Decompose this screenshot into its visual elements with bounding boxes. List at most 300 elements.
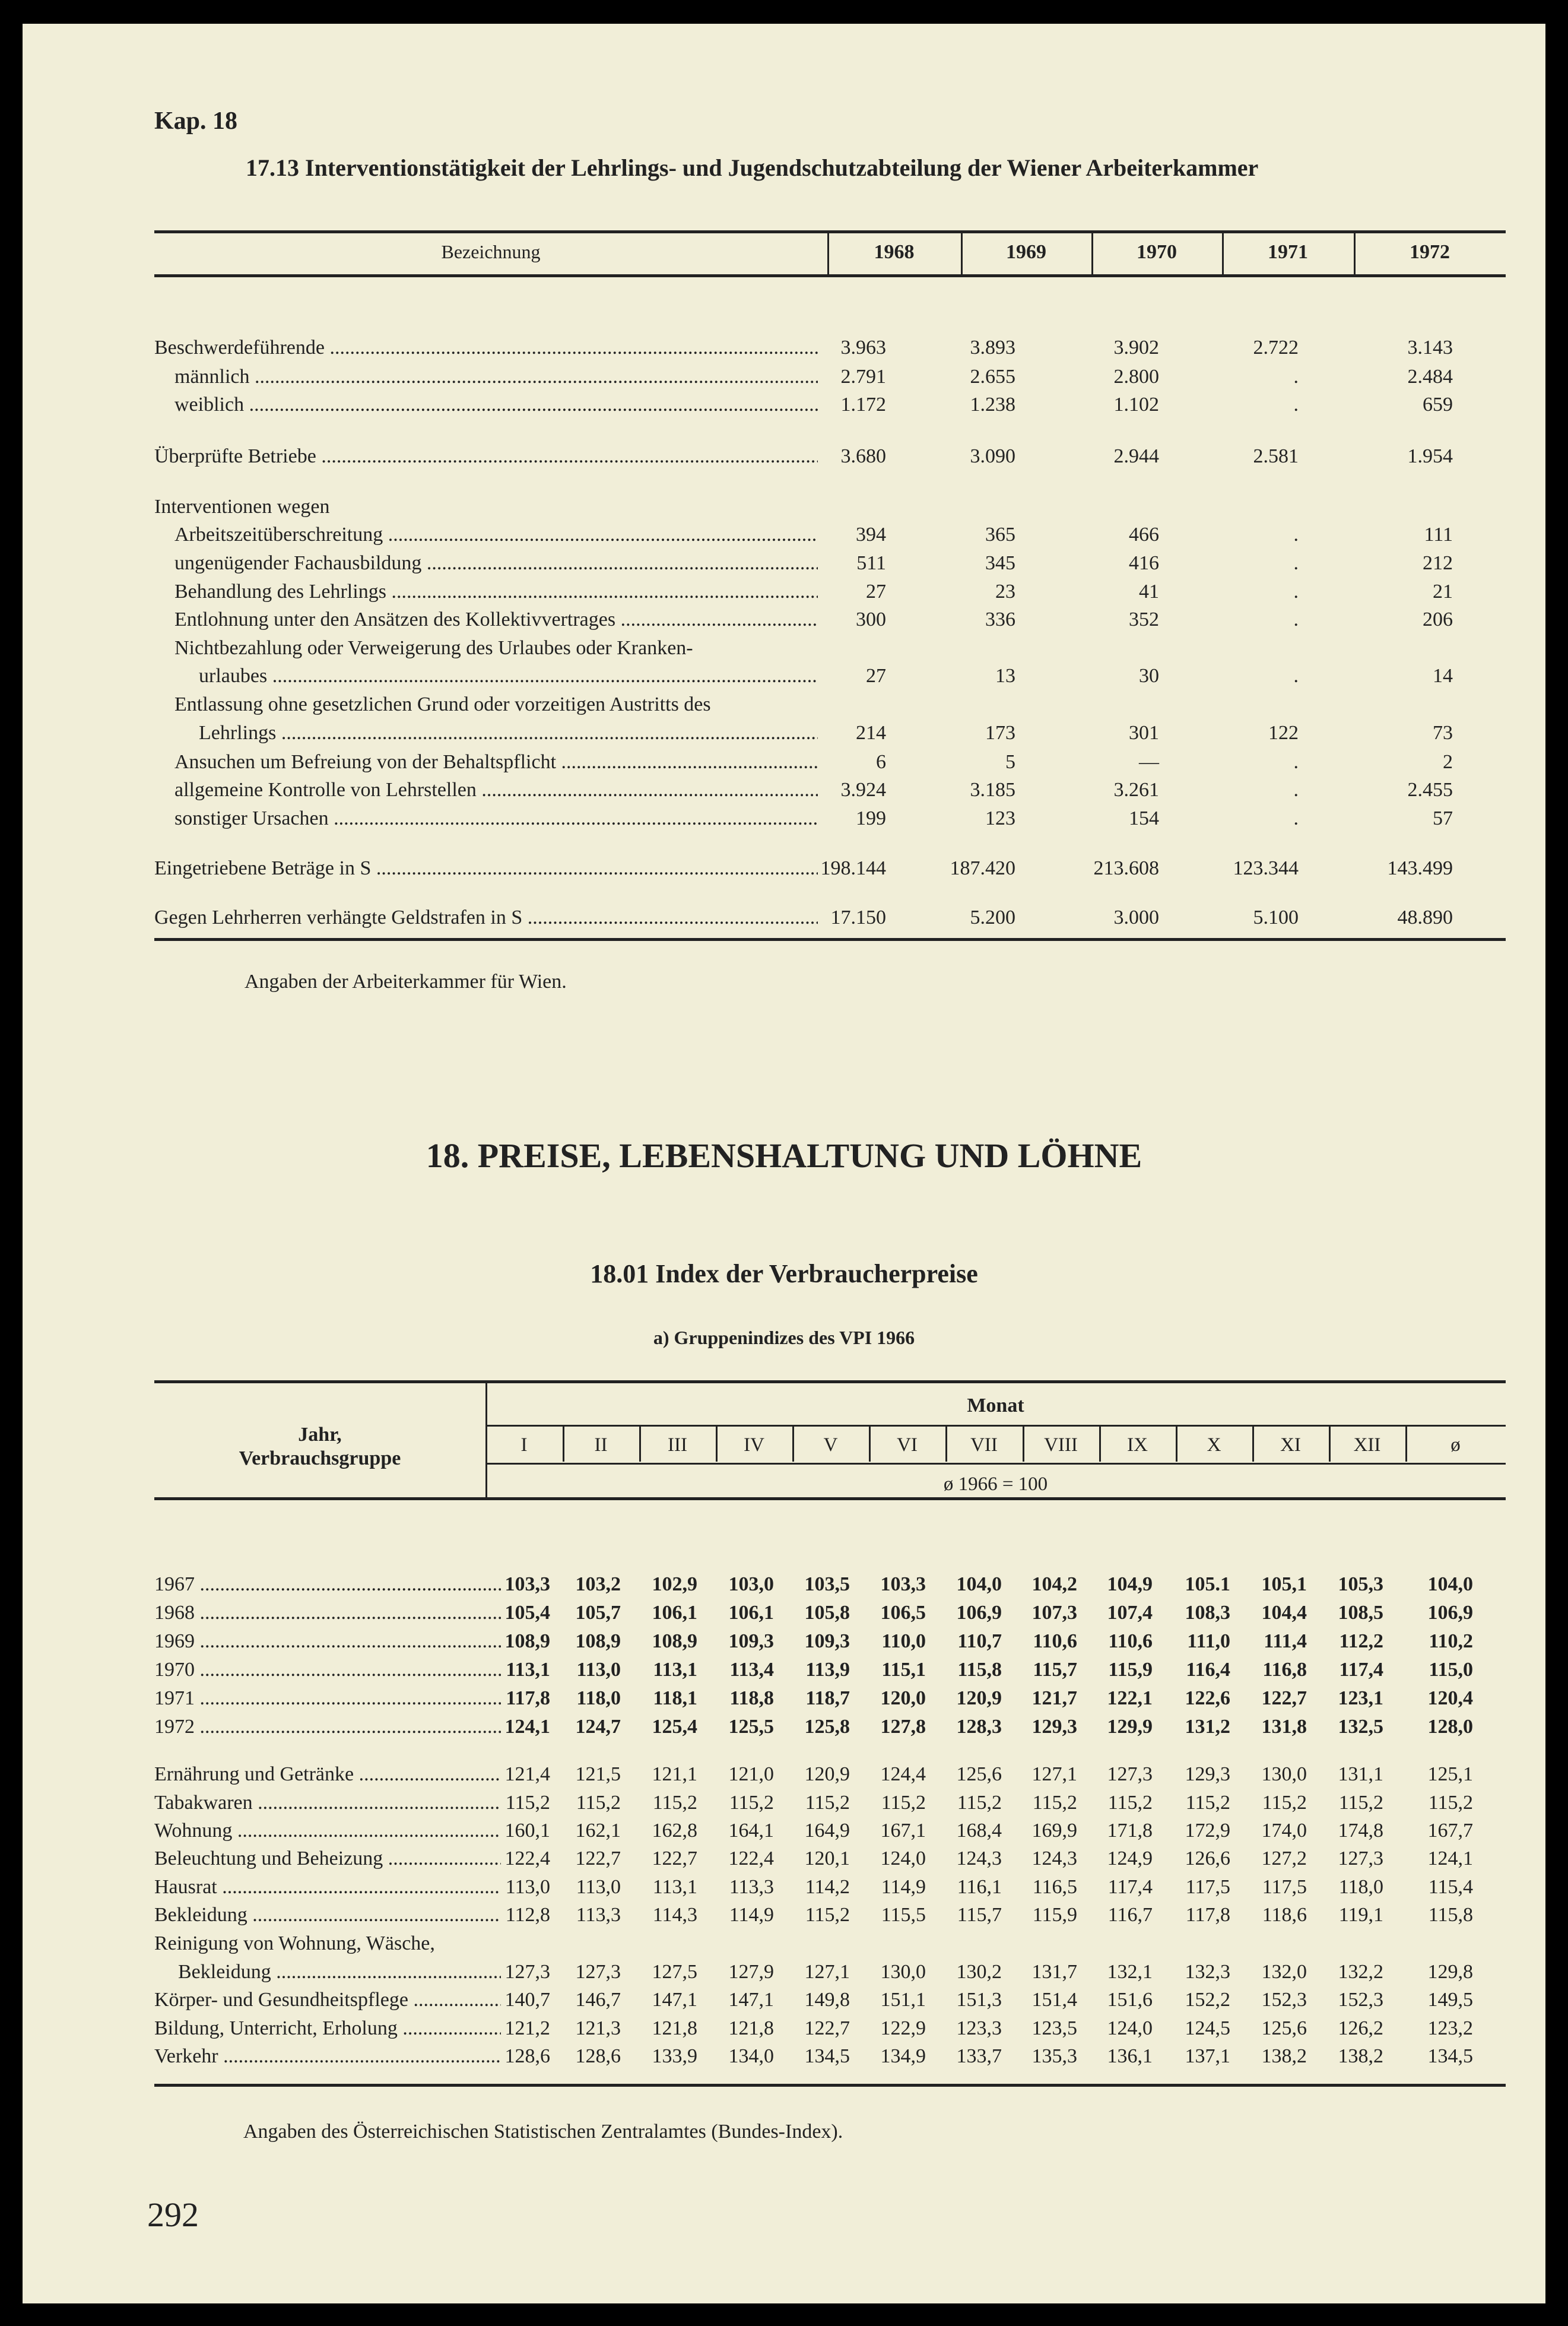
table-cell: 160,1 — [504, 1820, 550, 1842]
row-label: Ansuchen um Befreiung von der Behaltspflicht ..... — [174, 751, 818, 774]
month-header: VIII — [1044, 1434, 1078, 1456]
table-cell: 214 — [856, 722, 886, 744]
row-label: Wohnung ..... — [154, 1820, 501, 1842]
table-cell: 106,9 — [1427, 1602, 1473, 1624]
table-cell: 127,5 — [652, 1961, 697, 1983]
table-cell: 103,5 — [804, 1573, 850, 1595]
table-cell: 198.144 — [820, 857, 886, 879]
table-cell: 128,3 — [956, 1716, 1002, 1738]
row-label: urlaubes ..... — [199, 665, 818, 687]
table-cell: 114,9 — [881, 1876, 926, 1898]
column-divider — [1176, 1426, 1177, 1462]
table-cell: 106,9 — [956, 1602, 1002, 1624]
table-cell: 127,1 — [1031, 1763, 1077, 1785]
table-cell: 124,7 — [575, 1716, 621, 1738]
table-cell: 5 — [1005, 751, 1015, 773]
table-cell: 124,1 — [1427, 1848, 1473, 1869]
table-cell: 103,3 — [504, 1573, 550, 1595]
table-cell: 169,9 — [1031, 1820, 1077, 1842]
table-cell: 104,9 — [1107, 1573, 1153, 1595]
month-header: IV — [744, 1434, 764, 1456]
table-cell: 122,7 — [575, 1848, 621, 1869]
table-cell: 138,2 — [1261, 2045, 1307, 2067]
table-cell: 146,7 — [575, 1989, 621, 2011]
row-label: Entlassung ohne gesetzlichen Grund oder vorzeitigen Austritts des — [174, 693, 711, 715]
table-cell: 2.581 — [1253, 445, 1299, 467]
table-cell: 113,0 — [576, 1659, 621, 1681]
table-17-13-title: 17.13 Interventionstätigkeit der Lehrlings- und Jugendschutzabteilung der Wiener Arbeiterkammer — [246, 154, 1259, 181]
table-cell: 115,1 — [881, 1659, 926, 1681]
table-cell: 129,9 — [1107, 1716, 1153, 1738]
table-cell: 152,3 — [1261, 1989, 1307, 2011]
table-cell: 132,2 — [1338, 1961, 1383, 1983]
table-cell: 3.902 — [1113, 337, 1159, 359]
table-cell: 151,6 — [1107, 1989, 1153, 2011]
table-cell: 122,7 — [804, 2017, 850, 2039]
table-cell: 3.090 — [970, 445, 1015, 467]
row-label: weiblich ..... — [174, 394, 818, 416]
table-cell: 140,7 — [504, 1989, 550, 2011]
table-17-13-source: Angaben der Arbeiterkammer für Wien. — [245, 971, 567, 993]
table-cell: 127,3 — [1338, 1848, 1383, 1869]
table-cell: 123.344 — [1233, 857, 1299, 879]
table-cell: 206 — [1423, 609, 1453, 630]
table-cell: 103,3 — [880, 1573, 926, 1595]
table-cell: 147,1 — [652, 1989, 697, 2011]
row-label: Überprüfte Betriebe ..... — [154, 445, 818, 468]
table-cell: 105.1 — [1185, 1573, 1230, 1595]
table-cell: . — [1293, 609, 1299, 630]
table-cell: 199 — [856, 807, 886, 829]
table-cell: 345 — [985, 552, 1015, 574]
row-label: 1970 ..... — [154, 1659, 501, 1681]
row-label: Hausrat ..... — [154, 1876, 501, 1899]
table-cell: 123,3 — [956, 2017, 1002, 2039]
table-cell: 130,0 — [1261, 1763, 1307, 1785]
table-cell: 27 — [866, 581, 886, 603]
table-cell: 115,8 — [957, 1659, 1002, 1681]
table-cell: 113,3 — [576, 1904, 621, 1926]
table-cell: 127,3 — [504, 1961, 550, 1983]
table-cell: 117,4 — [1107, 1876, 1153, 1898]
table-cell: 121,4 — [504, 1763, 550, 1785]
table-cell: 121,2 — [504, 2017, 550, 2039]
table-cell: 115,2 — [505, 1792, 550, 1814]
row-label: 1967 ..... — [154, 1573, 501, 1596]
table-cell: 162,8 — [652, 1820, 697, 1842]
month-header: X — [1207, 1434, 1221, 1456]
table-cell: 115,2 — [805, 1792, 850, 1814]
table-cell: 352 — [1129, 609, 1159, 630]
year-header: 1972 — [1410, 241, 1450, 263]
column-divider — [869, 1426, 871, 1462]
table-cell: 164,1 — [728, 1820, 774, 1842]
table-cell: 110,0 — [881, 1630, 926, 1652]
table-cell: 2.455 — [1407, 779, 1453, 801]
table-cell: 113,0 — [576, 1876, 621, 1898]
table-cell: 1.238 — [970, 394, 1015, 416]
table-cell: 120,9 — [804, 1763, 850, 1785]
table-cell: 136,1 — [1107, 2045, 1153, 2067]
table-cell: 114,2 — [805, 1876, 850, 1898]
month-header: VI — [897, 1434, 918, 1456]
table-cell: 110,2 — [1429, 1630, 1473, 1652]
table-cell: 120,4 — [1427, 1687, 1473, 1709]
table-cell: 115,2 — [957, 1792, 1002, 1814]
table-cell: 122 — [1268, 722, 1299, 744]
column-divider — [639, 1426, 641, 1462]
table-cell: 30 — [1139, 665, 1159, 687]
table-cell: 127,8 — [880, 1716, 926, 1738]
table-cell: 27 — [866, 665, 886, 687]
row-label: Nichtbezahlung oder Verweigerung des Urlaubes oder Kranken- — [174, 637, 693, 659]
table-cell: 114,3 — [652, 1904, 697, 1926]
table-cell: 116,8 — [1262, 1659, 1307, 1681]
table-cell: 116,5 — [1032, 1876, 1077, 1898]
table-cell: 125,6 — [956, 1763, 1002, 1785]
month-header: ø — [1450, 1434, 1461, 1456]
table-cell: 105,8 — [804, 1602, 850, 1624]
table-cell: 213.608 — [1093, 857, 1159, 879]
table-cell: 135,3 — [1031, 2045, 1077, 2067]
table-cell: 130,0 — [880, 1961, 926, 1983]
table-cell: 118,0 — [1338, 1876, 1383, 1898]
table-cell: 149,5 — [1427, 1989, 1473, 2011]
table-cell: 113,9 — [805, 1659, 850, 1681]
row-label: Verkehr ..... — [154, 2045, 501, 2068]
table-cell: 129,8 — [1427, 1961, 1473, 1983]
table-cell: 13 — [995, 665, 1015, 687]
table-cell: 124,5 — [1185, 2017, 1230, 2039]
table-cell: 124,1 — [504, 1716, 550, 1738]
table-cell: 2 — [1443, 751, 1453, 773]
table-cell: 134,5 — [804, 2045, 850, 2067]
table-cell: 120,0 — [880, 1687, 926, 1709]
column-divider — [563, 1426, 564, 1462]
table-cell: 132,5 — [1338, 1716, 1383, 1738]
table-cell: 115,8 — [1428, 1904, 1473, 1926]
table-cell: 167,7 — [1427, 1820, 1473, 1842]
table-cell: 151,1 — [880, 1989, 926, 2011]
table-cell: 121,7 — [1031, 1687, 1077, 1709]
table-cell: 137,1 — [1185, 2045, 1230, 2067]
table-cell: . — [1293, 779, 1299, 801]
table-cell: 104,0 — [956, 1573, 1002, 1595]
table-cell: 3.924 — [840, 779, 886, 801]
table-cell: 105,1 — [1261, 1573, 1307, 1595]
row-label: Bekleidung ..... — [178, 1961, 501, 1983]
table-cell: 128,0 — [1427, 1716, 1473, 1738]
table-18-01-title: 18.01 Index der Verbraucherpreise — [590, 1259, 978, 1288]
table-cell: 117,5 — [1185, 1876, 1230, 1898]
row-label: Ernährung und Getränke ..... — [154, 1763, 501, 1786]
row-label: sonstiger Ursachen ..... — [174, 807, 818, 830]
table-cell: 138,2 — [1338, 2045, 1383, 2067]
table-cell: 123,2 — [1427, 2017, 1473, 2039]
table-18-01-source: Angaben des Österreichischen Statistischen Zentralamtes (Bundes-Index). — [243, 2121, 843, 2143]
table-cell: 113,1 — [652, 1876, 697, 1898]
table-cell: 6 — [876, 751, 886, 773]
table-cell: 118,8 — [729, 1687, 774, 1709]
table-cell: 2.655 — [970, 366, 1015, 388]
table-cell: 120,9 — [956, 1687, 1002, 1709]
table-cell: 115,2 — [1107, 1792, 1153, 1814]
table-cell: 365 — [985, 524, 1015, 546]
table-cell: 5.100 — [1253, 907, 1299, 929]
table-cell: 109,3 — [804, 1630, 850, 1652]
column-divider — [1099, 1426, 1101, 1462]
table-cell: 466 — [1129, 524, 1159, 546]
row-label: ungenügender Fachausbildung ..... — [174, 552, 818, 575]
table-cell: 152,3 — [1338, 1989, 1383, 2011]
row-label: Lehrlings ..... — [199, 722, 818, 744]
table-cell: 23 — [995, 581, 1015, 603]
row-label: männlich ..... — [174, 366, 818, 388]
table-cell: 107,4 — [1107, 1602, 1153, 1624]
table-cell: 73 — [1433, 722, 1453, 744]
table-cell: 106,1 — [728, 1602, 774, 1624]
table-cell: 108,5 — [1338, 1602, 1383, 1624]
row-label: Reinigung von Wohnung, Wäsche, — [154, 1932, 435, 1954]
table-cell: 48.890 — [1397, 907, 1453, 929]
column-divider — [1252, 1426, 1254, 1462]
table-cell: 115,2 — [805, 1904, 850, 1926]
header-monat: Monat — [967, 1395, 1024, 1416]
table-cell: 124,9 — [1107, 1848, 1153, 1869]
table-cell: 511 — [856, 552, 886, 574]
table-cell: 105,7 — [575, 1602, 621, 1624]
page-number: 292 — [147, 2195, 199, 2234]
table-cell: 113,1 — [506, 1659, 550, 1681]
document-page — [23, 24, 1545, 2303]
table-cell: 116,1 — [957, 1876, 1002, 1898]
table-cell: 3.893 — [970, 337, 1015, 359]
table-cell: 118,0 — [576, 1687, 621, 1709]
table-cell: 105,4 — [504, 1602, 550, 1624]
table-cell: 122,9 — [880, 2017, 926, 2039]
table-cell: 116,4 — [1186, 1659, 1230, 1681]
row-label: 1972 ..... — [154, 1716, 501, 1738]
table-cell: 131,7 — [1031, 1961, 1077, 1983]
table-cell: 103,0 — [728, 1573, 774, 1595]
table-cell: 174,8 — [1338, 1820, 1383, 1842]
row-label: Gegen Lehrherren verhängte Geldstrafen in S ..... — [154, 907, 818, 929]
column-divider — [1329, 1426, 1331, 1462]
table-cell: 118,6 — [1262, 1904, 1307, 1926]
table-cell: 301 — [1129, 722, 1159, 744]
table-cell: 164,9 — [804, 1820, 850, 1842]
table-cell: 108,9 — [652, 1630, 697, 1652]
table-cell: . — [1293, 665, 1299, 687]
year-header: 1969 — [1006, 241, 1046, 263]
row-label: 1969 ..... — [154, 1630, 501, 1653]
table-cell: 123,5 — [1031, 2017, 1077, 2039]
table-cell: 131,2 — [1185, 1716, 1230, 1738]
table-cell: 131,1 — [1338, 1763, 1383, 1785]
header-base-year: ø 1966 = 100 — [943, 1473, 1048, 1495]
table-cell: 1.172 — [840, 394, 886, 416]
table-cell: 187.420 — [950, 857, 1015, 879]
table-cell: 2.484 — [1407, 366, 1453, 388]
table-cell: 2.800 — [1113, 366, 1159, 388]
table-cell: 122,4 — [728, 1848, 774, 1869]
table-cell: 122,6 — [1185, 1687, 1230, 1709]
table-cell: 2.944 — [1113, 445, 1159, 467]
table-cell: 154 — [1129, 807, 1159, 829]
header-bezeichnung: Bezeichnung — [441, 241, 541, 262]
table-cell: 172,9 — [1185, 1820, 1230, 1842]
row-label: Bekleidung ..... — [154, 1904, 501, 1926]
row-label: Eingetriebene Beträge in S ..... — [154, 857, 818, 880]
table-cell: 124,4 — [880, 1763, 926, 1785]
table-cell: 162,1 — [575, 1820, 621, 1842]
table-cell: 121,3 — [575, 2017, 621, 2039]
row-label: Körper- und Gesundheitspflege ..... — [154, 1989, 501, 2011]
table-cell: 127,2 — [1261, 1848, 1307, 1869]
table-cell: 104,4 — [1261, 1602, 1307, 1624]
table-cell: 124,0 — [880, 1848, 926, 1869]
table-cell: 103,2 — [575, 1573, 621, 1595]
table-cell: 115,5 — [881, 1904, 926, 1926]
table-cell: 147,1 — [728, 1989, 774, 2011]
table-cell: 122,4 — [504, 1848, 550, 1869]
month-header: VII — [970, 1434, 998, 1456]
month-header: XII — [1353, 1434, 1381, 1456]
table-cell: 127,1 — [804, 1961, 850, 1983]
table-cell: 115,7 — [957, 1904, 1002, 1926]
table-cell: 117,5 — [1262, 1876, 1307, 1898]
column-divider — [1405, 1426, 1407, 1462]
header-verbrauchsgruppe: Verbrauchsgruppe — [239, 1447, 401, 1469]
table-cell: 125,8 — [804, 1716, 850, 1738]
table-cell: . — [1293, 807, 1299, 829]
table-cell: 394 — [856, 524, 886, 546]
month-header: V — [823, 1434, 838, 1456]
table-cell: 3.143 — [1407, 337, 1453, 359]
table-cell: 133,9 — [652, 2045, 697, 2067]
table-cell: 118,7 — [805, 1687, 850, 1709]
row-label: Behandlung des Lehrlings ..... — [174, 581, 818, 603]
table-cell: 119,1 — [1338, 1904, 1383, 1926]
table-cell: 125,4 — [652, 1716, 697, 1738]
table-cell: 115,0 — [1429, 1659, 1473, 1681]
table-cell: 41 — [1139, 581, 1159, 603]
column-divider — [945, 1426, 947, 1462]
table-18-01-subtitle: a) Gruppenindizes des VPI 1966 — [653, 1327, 915, 1348]
month-header: III — [668, 1434, 687, 1456]
table-cell: 116,7 — [1107, 1904, 1153, 1926]
table-cell: 128,6 — [504, 2045, 550, 2067]
table-cell: 121,8 — [652, 2017, 697, 2039]
table-cell: — — [1139, 751, 1159, 773]
year-header: 1970 — [1137, 241, 1177, 263]
table-cell: 122,1 — [1107, 1687, 1153, 1709]
table-cell: 115,9 — [1108, 1659, 1153, 1681]
table-cell: . — [1293, 366, 1299, 388]
table-cell: 115,2 — [652, 1792, 697, 1814]
row-label: Tabakwaren ..... — [154, 1792, 501, 1814]
table-cell: 115,7 — [1033, 1659, 1077, 1681]
table-cell: 111,0 — [1187, 1630, 1230, 1652]
table-cell: 115,2 — [1338, 1792, 1383, 1814]
column-divider — [716, 1426, 718, 1462]
table-cell: 115,4 — [1428, 1876, 1473, 1898]
table-cell: 114,9 — [729, 1904, 774, 1926]
table-cell: 5.200 — [970, 907, 1015, 929]
table-cell: 336 — [985, 609, 1015, 630]
table-cell: 3.185 — [970, 779, 1015, 801]
table-cell: 152,2 — [1185, 1989, 1230, 2011]
table-cell: 110,6 — [1108, 1630, 1153, 1652]
month-header: IX — [1127, 1434, 1148, 1456]
row-label: Beleuchtung und Beheizung ..... — [154, 1848, 501, 1870]
table-cell: 2.722 — [1253, 337, 1299, 359]
table-cell: 106,1 — [652, 1602, 697, 1624]
column-divider — [792, 1426, 794, 1462]
table-cell: 112,8 — [505, 1904, 550, 1926]
table-cell: 110,6 — [1033, 1630, 1077, 1652]
table-cell: 115,2 — [729, 1792, 774, 1814]
table-cell: 123 — [985, 807, 1015, 829]
table-cell: 3.680 — [840, 445, 886, 467]
table-cell: 128,6 — [575, 2045, 621, 2067]
table-cell: 126,6 — [1185, 1848, 1230, 1869]
table-cell: 21 — [1433, 581, 1453, 603]
table-cell: 113,0 — [505, 1876, 550, 1898]
table-cell: 151,3 — [956, 1989, 1002, 2011]
table-cell: 112,2 — [1339, 1630, 1383, 1652]
table-cell: 104,0 — [1427, 1573, 1473, 1595]
table-cell: 3.261 — [1113, 779, 1159, 801]
table-cell: 1.954 — [1407, 445, 1453, 467]
table-cell: 113,3 — [729, 1876, 774, 1898]
row-label: Entlohnung unter den Ansätzen des Kollektivvertrages ..... — [174, 609, 818, 631]
table-cell: 125,1 — [1427, 1763, 1473, 1785]
month-header: II — [594, 1434, 608, 1456]
table-cell: 3.963 — [840, 337, 886, 359]
table-cell: 108,9 — [504, 1630, 550, 1652]
table-cell: 121,1 — [652, 1763, 697, 1785]
table-cell: 120,1 — [804, 1848, 850, 1869]
table-cell: 122,7 — [652, 1848, 697, 1869]
table-cell: . — [1293, 581, 1299, 603]
table-cell: 132,1 — [1107, 1961, 1153, 1983]
header-jahr: Jahr, — [298, 1424, 342, 1446]
table-cell: 132,0 — [1261, 1961, 1307, 1983]
table-cell: 105,3 — [1338, 1573, 1383, 1595]
table-cell: 111,4 — [1264, 1630, 1307, 1652]
table-cell: 121,5 — [575, 1763, 621, 1785]
row-label: Arbeitszeitüberschreitung ..... — [174, 524, 818, 546]
table-cell: 173 — [985, 722, 1015, 744]
table-cell: 124,3 — [1031, 1848, 1077, 1869]
table-cell: 659 — [1423, 394, 1453, 416]
row-label: Beschwerdeführende ..... — [154, 337, 818, 359]
table-cell: 125,5 — [728, 1716, 774, 1738]
table-cell: 115,2 — [1032, 1792, 1077, 1814]
table-cell: 124,3 — [956, 1848, 1002, 1869]
table-cell: . — [1293, 751, 1299, 773]
table-cell: 167,1 — [880, 1820, 926, 1842]
row-label: 1971 ..... — [154, 1687, 501, 1710]
table-cell: 124,0 — [1107, 2017, 1153, 2039]
table-cell: 134,0 — [728, 2045, 774, 2067]
table-cell: 2.791 — [840, 366, 886, 388]
table-cell: 109,3 — [728, 1630, 774, 1652]
table-cell: 127,9 — [728, 1961, 774, 1983]
table-cell: 416 — [1129, 552, 1159, 574]
table-cell: 127,3 — [1107, 1763, 1153, 1785]
